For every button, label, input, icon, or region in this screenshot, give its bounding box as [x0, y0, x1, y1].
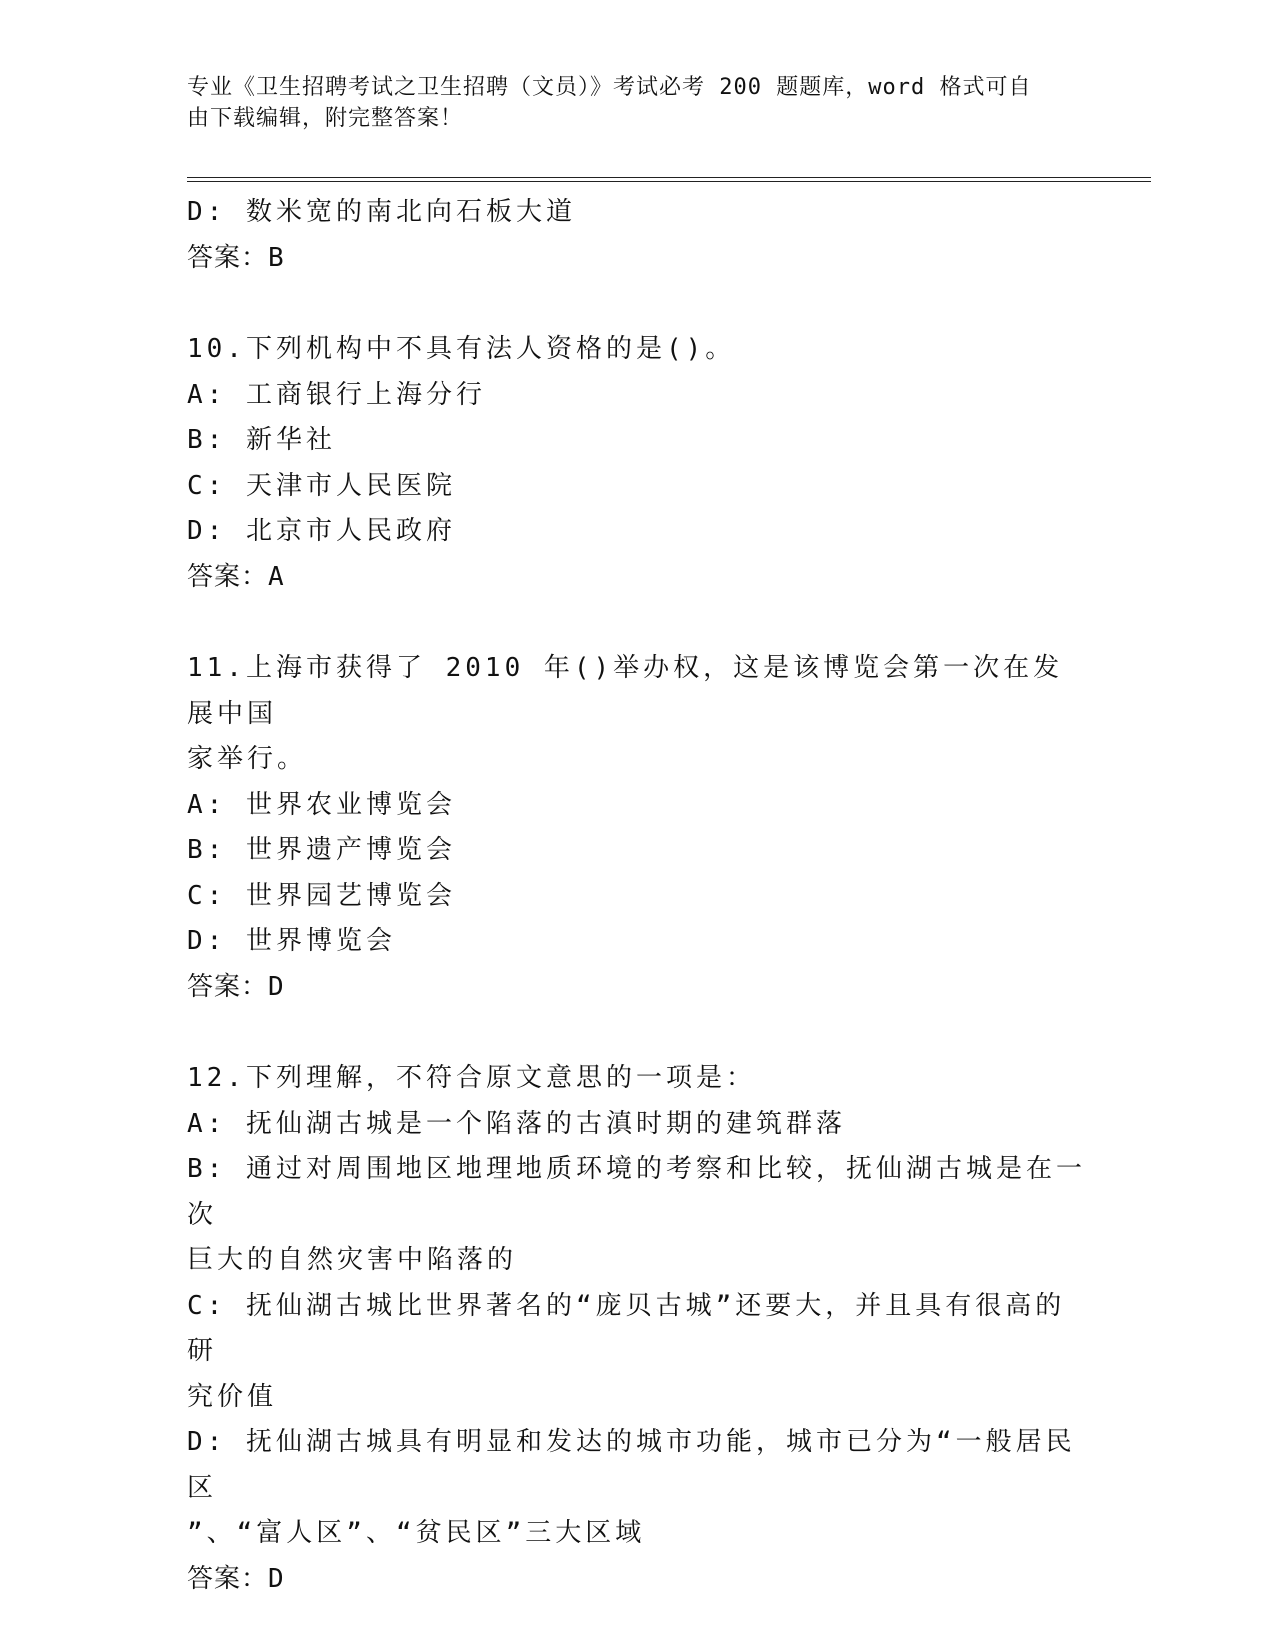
question-12-option-c-line-1: C: 抚仙湖古城比世界著名的“庞贝古城”还要大，并且具有很高的研	[187, 1290, 1066, 1366]
question-12-option-d-line-1: D: 抚仙湖古城具有明显和发达的城市功能，城市已分为“一般居民区	[187, 1427, 1076, 1503]
document-header	[187, 72, 1067, 134]
question-10-option-d: D: 北京市人民政府	[187, 516, 456, 546]
question-10-answer: 答案：A	[187, 561, 285, 592]
question-11-option-c: C: 世界园艺博览会	[187, 880, 456, 911]
question-11	[187, 646, 1087, 1010]
header-divider-bottom	[187, 181, 1151, 182]
question-10-option-a: A: 工商银行上海分行	[187, 379, 486, 410]
prev-option-d: D: 数米宽的南北向石板大道	[187, 197, 576, 227]
question-10-option-c: C: 天津市人民医院	[187, 470, 456, 501]
header-line-1: 专业《卫生招聘考试之卫生招聘（文员）》考试必考 200 题题库，word 格式可自	[187, 75, 1032, 100]
question-10-option-b: B: 新华社	[187, 425, 336, 455]
question-12-option-c-line-2: 究价值	[187, 1381, 278, 1412]
question-10-stem: 10.下列机构中不具有法人资格的是()。	[187, 334, 736, 364]
header-line-2: 由下载编辑，附完整答案！	[187, 106, 464, 131]
question-11-option-d: D: 世界博览会	[187, 926, 396, 956]
question-12-option-b-line-1: B: 通过对周围地区地理地质环境的考察和比较，抚仙湖古城是在一次	[187, 1154, 1086, 1230]
question-12-stem: 12.下列理解，不符合原文意思的一项是：	[187, 1063, 756, 1093]
question-10	[187, 327, 1087, 600]
question-11-option-a: A: 世界农业博览会	[187, 789, 456, 820]
question-12-option-b-line-2: 巨大的自然灾害中陷落的	[187, 1245, 518, 1275]
question-content	[187, 190, 1087, 1602]
question-12-answer: 答案：D	[187, 1563, 285, 1594]
question-12	[187, 1056, 1087, 1602]
question-11-stem-line-2: 家举行。	[187, 744, 308, 774]
question-11-answer: 答案：D	[187, 971, 285, 1002]
header-divider-top	[187, 177, 1151, 178]
question-12-option-a: A: 抚仙湖古城是一个陷落的古滇时期的建筑群落	[187, 1108, 846, 1139]
question-11-stem-line-1: 11.上海市获得了 2010 年()举办权，这是该博览会第一次在发展中国	[187, 653, 1064, 729]
question-12-option-d-line-2: ”、“富人区”、“贫民区”三大区域	[187, 1518, 646, 1548]
prev-answer: 答案：B	[187, 242, 285, 273]
question-11-option-b: B: 世界遗产博览会	[187, 835, 456, 865]
